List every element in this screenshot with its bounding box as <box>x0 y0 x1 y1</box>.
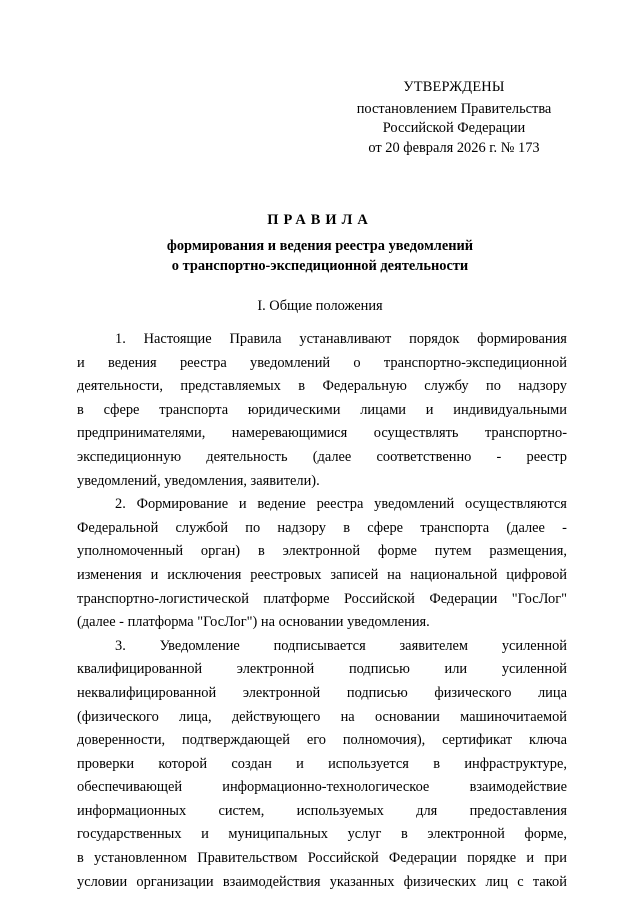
body-word: на <box>387 566 402 583</box>
body-line <box>77 753 567 777</box>
body-word: электронной <box>236 661 315 678</box>
body-word: сертификат <box>442 732 513 749</box>
body-word: для <box>416 802 438 819</box>
body-word: реестр <box>526 448 567 465</box>
body-word: надзору <box>277 519 326 536</box>
approval-heading: УТВЕРЖДЕНЫ <box>403 79 505 95</box>
body-word: и <box>526 850 535 867</box>
approval-line: постановлением Правительства <box>356 100 552 117</box>
body-word: создан <box>231 755 272 772</box>
body-word: или <box>444 661 468 678</box>
body-word: действующего <box>231 708 321 725</box>
body-word: службой <box>175 519 229 536</box>
body-word: деятельность <box>206 448 288 465</box>
body-word: осуществлять <box>373 425 459 442</box>
body-word: формирования <box>477 331 567 347</box>
approval-line: Российской Федерации <box>382 120 526 137</box>
body-word: инфраструктуре, <box>464 755 567 772</box>
document-subtitle <box>60 236 580 276</box>
body-word: намеревающимися <box>231 425 348 442</box>
body-word: такой <box>532 873 567 890</box>
body-word: усиленной <box>501 637 567 654</box>
body-word: уведомлений <box>374 496 455 513</box>
body-word: о <box>353 354 361 371</box>
section-heading: I. Общие положения <box>257 298 383 314</box>
body-line <box>77 823 567 847</box>
body-word: доверенности, <box>77 732 166 749</box>
body-word: лица <box>538 684 567 701</box>
body-word: основании <box>374 708 440 725</box>
body-line <box>77 871 567 895</box>
body-word: осуществляются <box>465 496 567 513</box>
body-word: в <box>298 378 306 395</box>
body-word: указанных <box>329 873 395 890</box>
body-line <box>77 517 567 541</box>
body-word: электронной <box>282 543 361 560</box>
body-word: электронной <box>427 826 505 843</box>
body-line <box>77 706 567 730</box>
body-word: на <box>340 708 355 725</box>
body-word: используется <box>328 755 409 772</box>
body-word: его <box>306 732 326 749</box>
body-word: электронной <box>242 684 321 701</box>
body-word: устанавливают <box>299 331 392 347</box>
body-word: неквалифицированной <box>77 684 217 701</box>
document-title: ПРАВИЛА <box>267 212 373 228</box>
subtitle-line: формирования и ведения реестра уведомлений <box>166 238 474 254</box>
body-word: в <box>401 826 408 843</box>
body-word: реестра <box>179 354 227 371</box>
body-word: - <box>562 519 567 536</box>
body-word: Федерации <box>388 850 457 867</box>
body-word: Уведомление <box>159 637 240 654</box>
body-word: (далее <box>506 519 545 536</box>
body-word: - <box>496 448 502 465</box>
body-line <box>77 635 567 659</box>
body-word: транспорта <box>159 401 229 418</box>
body-word: подписью <box>346 684 408 701</box>
body-word: услуг <box>347 826 382 843</box>
body-word: Федеральную <box>322 378 407 395</box>
body-word: полномочия), <box>342 732 426 749</box>
body-line <box>77 493 567 517</box>
body-word: порядке <box>467 850 517 867</box>
body-line <box>77 422 567 446</box>
body-word: заявителем <box>399 637 469 654</box>
body-word: муниципальных <box>228 826 328 843</box>
body-word: и <box>425 401 434 418</box>
body-word: усиленной <box>501 661 567 678</box>
body-word: сфере <box>367 519 404 536</box>
body-word: при <box>544 850 567 867</box>
approval-stamp <box>334 78 574 158</box>
body-word: обеспечивающей <box>77 779 183 796</box>
body-line <box>77 800 567 824</box>
body-word: в <box>257 543 265 560</box>
body-word: порядок <box>409 331 460 347</box>
body-word: экспедиционную <box>77 448 182 465</box>
body-word: соответственно <box>376 448 472 465</box>
body-word: ведение <box>257 496 306 513</box>
body-word: реестра <box>316 496 364 513</box>
body-word: ведения <box>108 354 157 371</box>
body-word: предпринимателями, <box>77 425 206 442</box>
body-word: в <box>77 850 84 867</box>
body-word: и <box>296 755 304 772</box>
body-word: лицами <box>360 401 406 418</box>
body-word: подписью <box>348 661 410 678</box>
body-word: транспортно-логистической <box>77 590 249 607</box>
body-word: уполномоченный <box>77 543 184 560</box>
body-word: в <box>77 401 84 418</box>
body-word: и <box>238 496 247 513</box>
body-word: транспортно-экспедиционной <box>383 354 567 371</box>
body-word: размещения, <box>489 543 567 560</box>
body-word: службу <box>424 378 469 395</box>
body-word: (далее <box>312 448 352 465</box>
body-line <box>77 847 567 871</box>
body-word: по <box>245 519 261 536</box>
body-line <box>77 588 567 612</box>
body-word: реестровых <box>250 566 322 583</box>
body-line <box>77 375 567 399</box>
body-word: ключа <box>529 732 567 749</box>
body-word: организации <box>136 873 214 890</box>
body-word: проверки <box>77 755 135 772</box>
body-word: Российской <box>343 590 415 607</box>
body-word: форме, <box>524 826 567 843</box>
body-line <box>77 399 567 423</box>
body-word: условии <box>77 873 128 890</box>
body-word: подписывается <box>273 637 366 654</box>
body-word: индивидуальными <box>453 401 567 418</box>
body-word: государственных <box>77 826 182 843</box>
body-word: деятельности, <box>77 378 163 395</box>
body-word: и <box>150 566 159 583</box>
body-line <box>77 328 567 352</box>
body-word: записей <box>330 566 379 583</box>
body-word: Федерации <box>429 590 498 607</box>
body-word: платформе <box>263 590 330 607</box>
body-word: "ГосЛог" <box>511 590 567 607</box>
body-word: цифровой <box>506 566 567 583</box>
body-word: взаимодействие <box>469 779 567 796</box>
body-word: лиц <box>485 873 509 890</box>
body-word: лица, <box>179 708 212 725</box>
body-word: которой <box>158 755 208 772</box>
body-word: орган) <box>200 543 241 560</box>
body-word: исключения <box>167 566 242 583</box>
body-word: информационно-технологическое <box>222 779 430 796</box>
body-word: установленном <box>94 850 187 867</box>
approval-line: от 20 февраля 2026 г. № 173 <box>368 139 540 156</box>
body-word: Правительством <box>197 850 298 867</box>
body-word: транспортно- <box>484 425 567 442</box>
body-word: физического <box>434 684 512 701</box>
body-word: взаимодействия <box>222 873 321 890</box>
body-word: физических <box>403 873 477 890</box>
body-word: предоставления <box>469 802 567 819</box>
body-word: и <box>77 354 85 371</box>
body-line: уведомлений, уведомления, заявители). <box>77 472 320 489</box>
body-word: надзору <box>518 378 567 395</box>
body-word: информационных <box>77 802 187 819</box>
body-word: используемых <box>296 802 384 819</box>
body-word: подтверждающей <box>182 732 290 749</box>
body-line <box>77 446 567 470</box>
body-line <box>77 729 567 753</box>
body-word: (физического <box>77 708 159 725</box>
body-word: путем <box>434 543 472 560</box>
body-line <box>77 658 567 682</box>
body-word: Настоящие <box>143 331 212 347</box>
body-line <box>77 776 567 800</box>
body-word: 1. <box>115 331 126 347</box>
body-word: 3. <box>115 637 126 654</box>
body-word: представляемых <box>180 378 281 395</box>
document-body <box>77 328 567 894</box>
body-word: в <box>343 519 350 536</box>
body-word: Правила <box>229 331 282 347</box>
body-word: с <box>517 873 524 890</box>
body-word: уведомлений <box>250 354 331 371</box>
body-line <box>77 682 567 706</box>
body-line <box>77 564 567 588</box>
body-word: Формирование <box>136 496 229 513</box>
body-line: (далее - платформа "ГосЛог") на основании уведомления. <box>77 614 430 631</box>
body-word: квалифицированной <box>77 661 203 678</box>
body-word: форме <box>377 543 417 560</box>
body-word: Российской <box>307 850 379 867</box>
body-line <box>77 540 567 564</box>
body-word: национальной <box>410 566 498 583</box>
body-word: и <box>201 826 209 843</box>
body-word: юридическими <box>247 401 341 418</box>
body-word: в <box>433 755 441 772</box>
body-word: машиночитаемой <box>460 708 567 725</box>
subtitle-line: о транспортно-экспедиционной деятельности <box>171 258 469 274</box>
body-word: сфере <box>103 401 140 418</box>
body-word: транспорта <box>420 519 490 536</box>
body-word: 2. <box>115 496 126 513</box>
body-word: систем, <box>218 802 265 819</box>
body-line <box>77 352 567 376</box>
body-word: Федеральной <box>77 519 159 536</box>
body-word: по <box>486 378 501 395</box>
body-word: изменения <box>77 566 142 583</box>
